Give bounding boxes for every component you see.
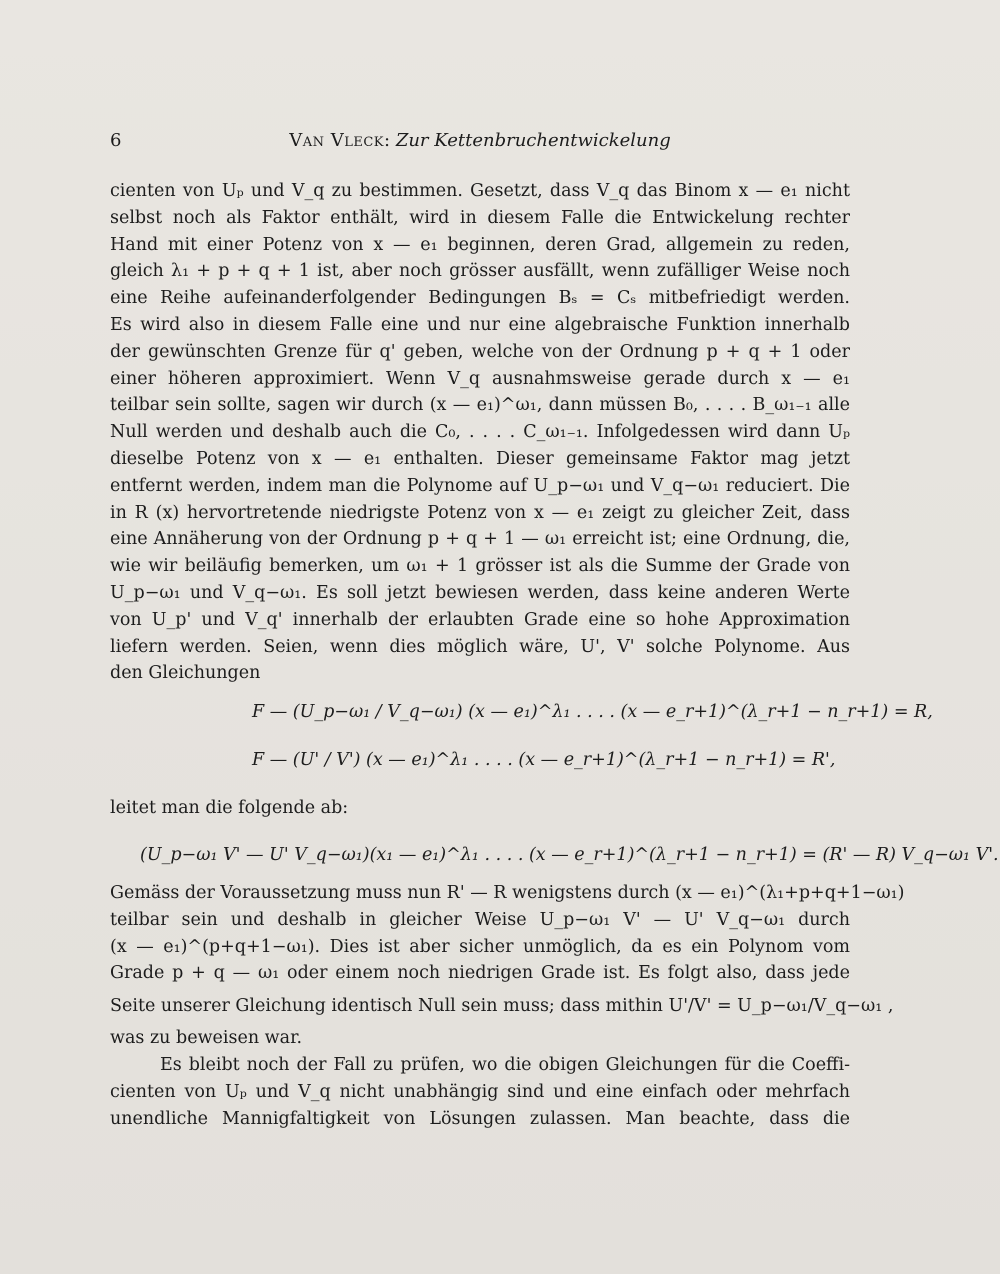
text-line: wie wir beiläufig bemerken, um ω₁ + 1 grösser ist als die Summe der Grade von <box>110 556 850 577</box>
author-name: Van Vleck <box>289 130 385 151</box>
running-head <box>110 130 850 151</box>
text-line: einer höheren approximiert. Wenn V_q ausnahmsweise gerade durch x — e₁ <box>110 368 850 389</box>
text-line: den Gleichungen <box>110 663 261 684</box>
text-line: teilbar sein und deshalb in gleicher Weise U_p−ω₁ V' — U' V_q−ω₁ durch <box>110 909 850 930</box>
text-line: Es wird also in diesem Falle eine und nur eine algebraische Funktion innerhalb <box>110 314 850 335</box>
text-line: leitet man die folgende ab: <box>110 798 349 819</box>
text-line: gleich λ₁ + p + q + 1 ist, aber noch grösser ausfällt, wenn zufälliger Weise noch <box>110 261 850 282</box>
text-line: U_p−ω₁ und V_q−ω₁. Es soll jetzt bewiesen werden, dass keine anderen Werte <box>110 582 850 603</box>
text-line: eine Annäherung von der Ordnung p + q + 1 — ω₁ erreicht ist; eine Ordnung, die, <box>110 529 850 550</box>
text-line: selbst noch als Faktor enthält, wird in diesem Falle die Entwickelung rechter <box>110 207 850 228</box>
text-line: entfernt werden, indem man die Polynome auf U_p−ω₁ und V_q−ω₁ reduciert. Die <box>110 475 850 496</box>
equation-2: F — (U' / V') (x — e₁)^λ₁ . . . . (x — e_r+1)^(λ_r+1 − n_r+1) = R', <box>252 750 836 771</box>
text-line: Es bleibt noch der Fall zu prüfen, wo die obigen Gleichungen für die Coeffi- <box>160 1054 850 1075</box>
text-line: der gewünschten Grenze für q' geben, welche von der Ordnung p + q + 1 oder <box>110 341 850 362</box>
text-line: eine Reihe aufeinanderfolgender Bedingungen Bₛ = Cₛ mitbefriedigt werden. <box>110 288 850 309</box>
spacer <box>110 783 850 795</box>
text-line: Gemäss der Voraussetzung muss nun R' — R wenigstens durch (x — e₁)^(λ₁+p+q+1−ω₁) <box>110 882 905 903</box>
equation-3: (U_p−ω₁ V' — U' V_q−ω₁)(x₁ — e₁)^λ₁ . . . . (x — e_r+1)^(λ_r+1 − n_r+1) = (R' — R) V_q−ω₁ V'. <box>140 844 999 865</box>
text-line: Null werden und deshalb auch die C₀, . . . . C_ω₁₋₁. Infolgedessen wird dann Uₚ <box>110 422 850 443</box>
text-line: unendliche Mannigfaltigkeit von Lösungen zulassen. Man beachte, dass die <box>110 1108 850 1129</box>
text-line: was zu beweisen war. <box>110 1028 303 1049</box>
text-line: Hand mit einer Potenz von x — e₁ beginnen, deren Grad, allgemein zu reden, <box>110 234 850 255</box>
text-line: von U_p' und V_q' innerhalb der erlaubten Grade eine so hohe Approximation <box>110 609 850 630</box>
text-line: liefern werden. Seien, wenn dies möglich wäre, U', V' solche Polynome. Aus <box>110 636 850 657</box>
page-header <box>110 130 850 156</box>
article-title: Zur Kettenbruchentwickelung <box>395 130 671 151</box>
header-separator: : <box>384 130 391 151</box>
text-line: Grade p + q — ω₁ oder einem noch niedrigen Grade ist. Es folgt also, dass jede <box>110 963 850 984</box>
text-line: Seite unserer Gleichung identisch Null sein muss; dass mithin U'/V' = U_p−ω₁/V_q−ω₁ , <box>110 996 894 1017</box>
page-body <box>110 178 999 1132</box>
text-line: cienten von Uₚ und V_q zu bestimmen. Gesetzt, dass V_q das Binom x — e₁ nicht <box>110 181 850 201</box>
text-line: cienten von Uₚ und V_q nicht unabhängig sind und eine einfach oder mehrfach <box>110 1081 850 1102</box>
text-line: (x — e₁)^(p+q+1−ω₁). Dies ist aber sicher unmöglich, da es ein Polynom vom <box>110 936 850 957</box>
text-line: teilbar sein sollte, sagen wir durch (x — e₁)^ω₁, dann müssen B₀, . . . . B_ω₁₋₁ alle <box>110 395 850 416</box>
text-line: dieselbe Potenz von x — e₁ enthalten. Dieser gemeinsame Faktor mag jetzt <box>110 448 850 469</box>
page-number: 6 <box>110 130 122 151</box>
text-line: in R (x) hervortretende niedrigste Potenz von x — e₁ zeigt zu gleicher Zeit, dass <box>110 502 850 523</box>
equation-1: F — (U_p−ω₁ / V_q−ω₁) (x — e₁)^λ₁ . . . . (x — e_r+1)^(λ_r+1 − n_r+1) = R, <box>252 702 933 723</box>
